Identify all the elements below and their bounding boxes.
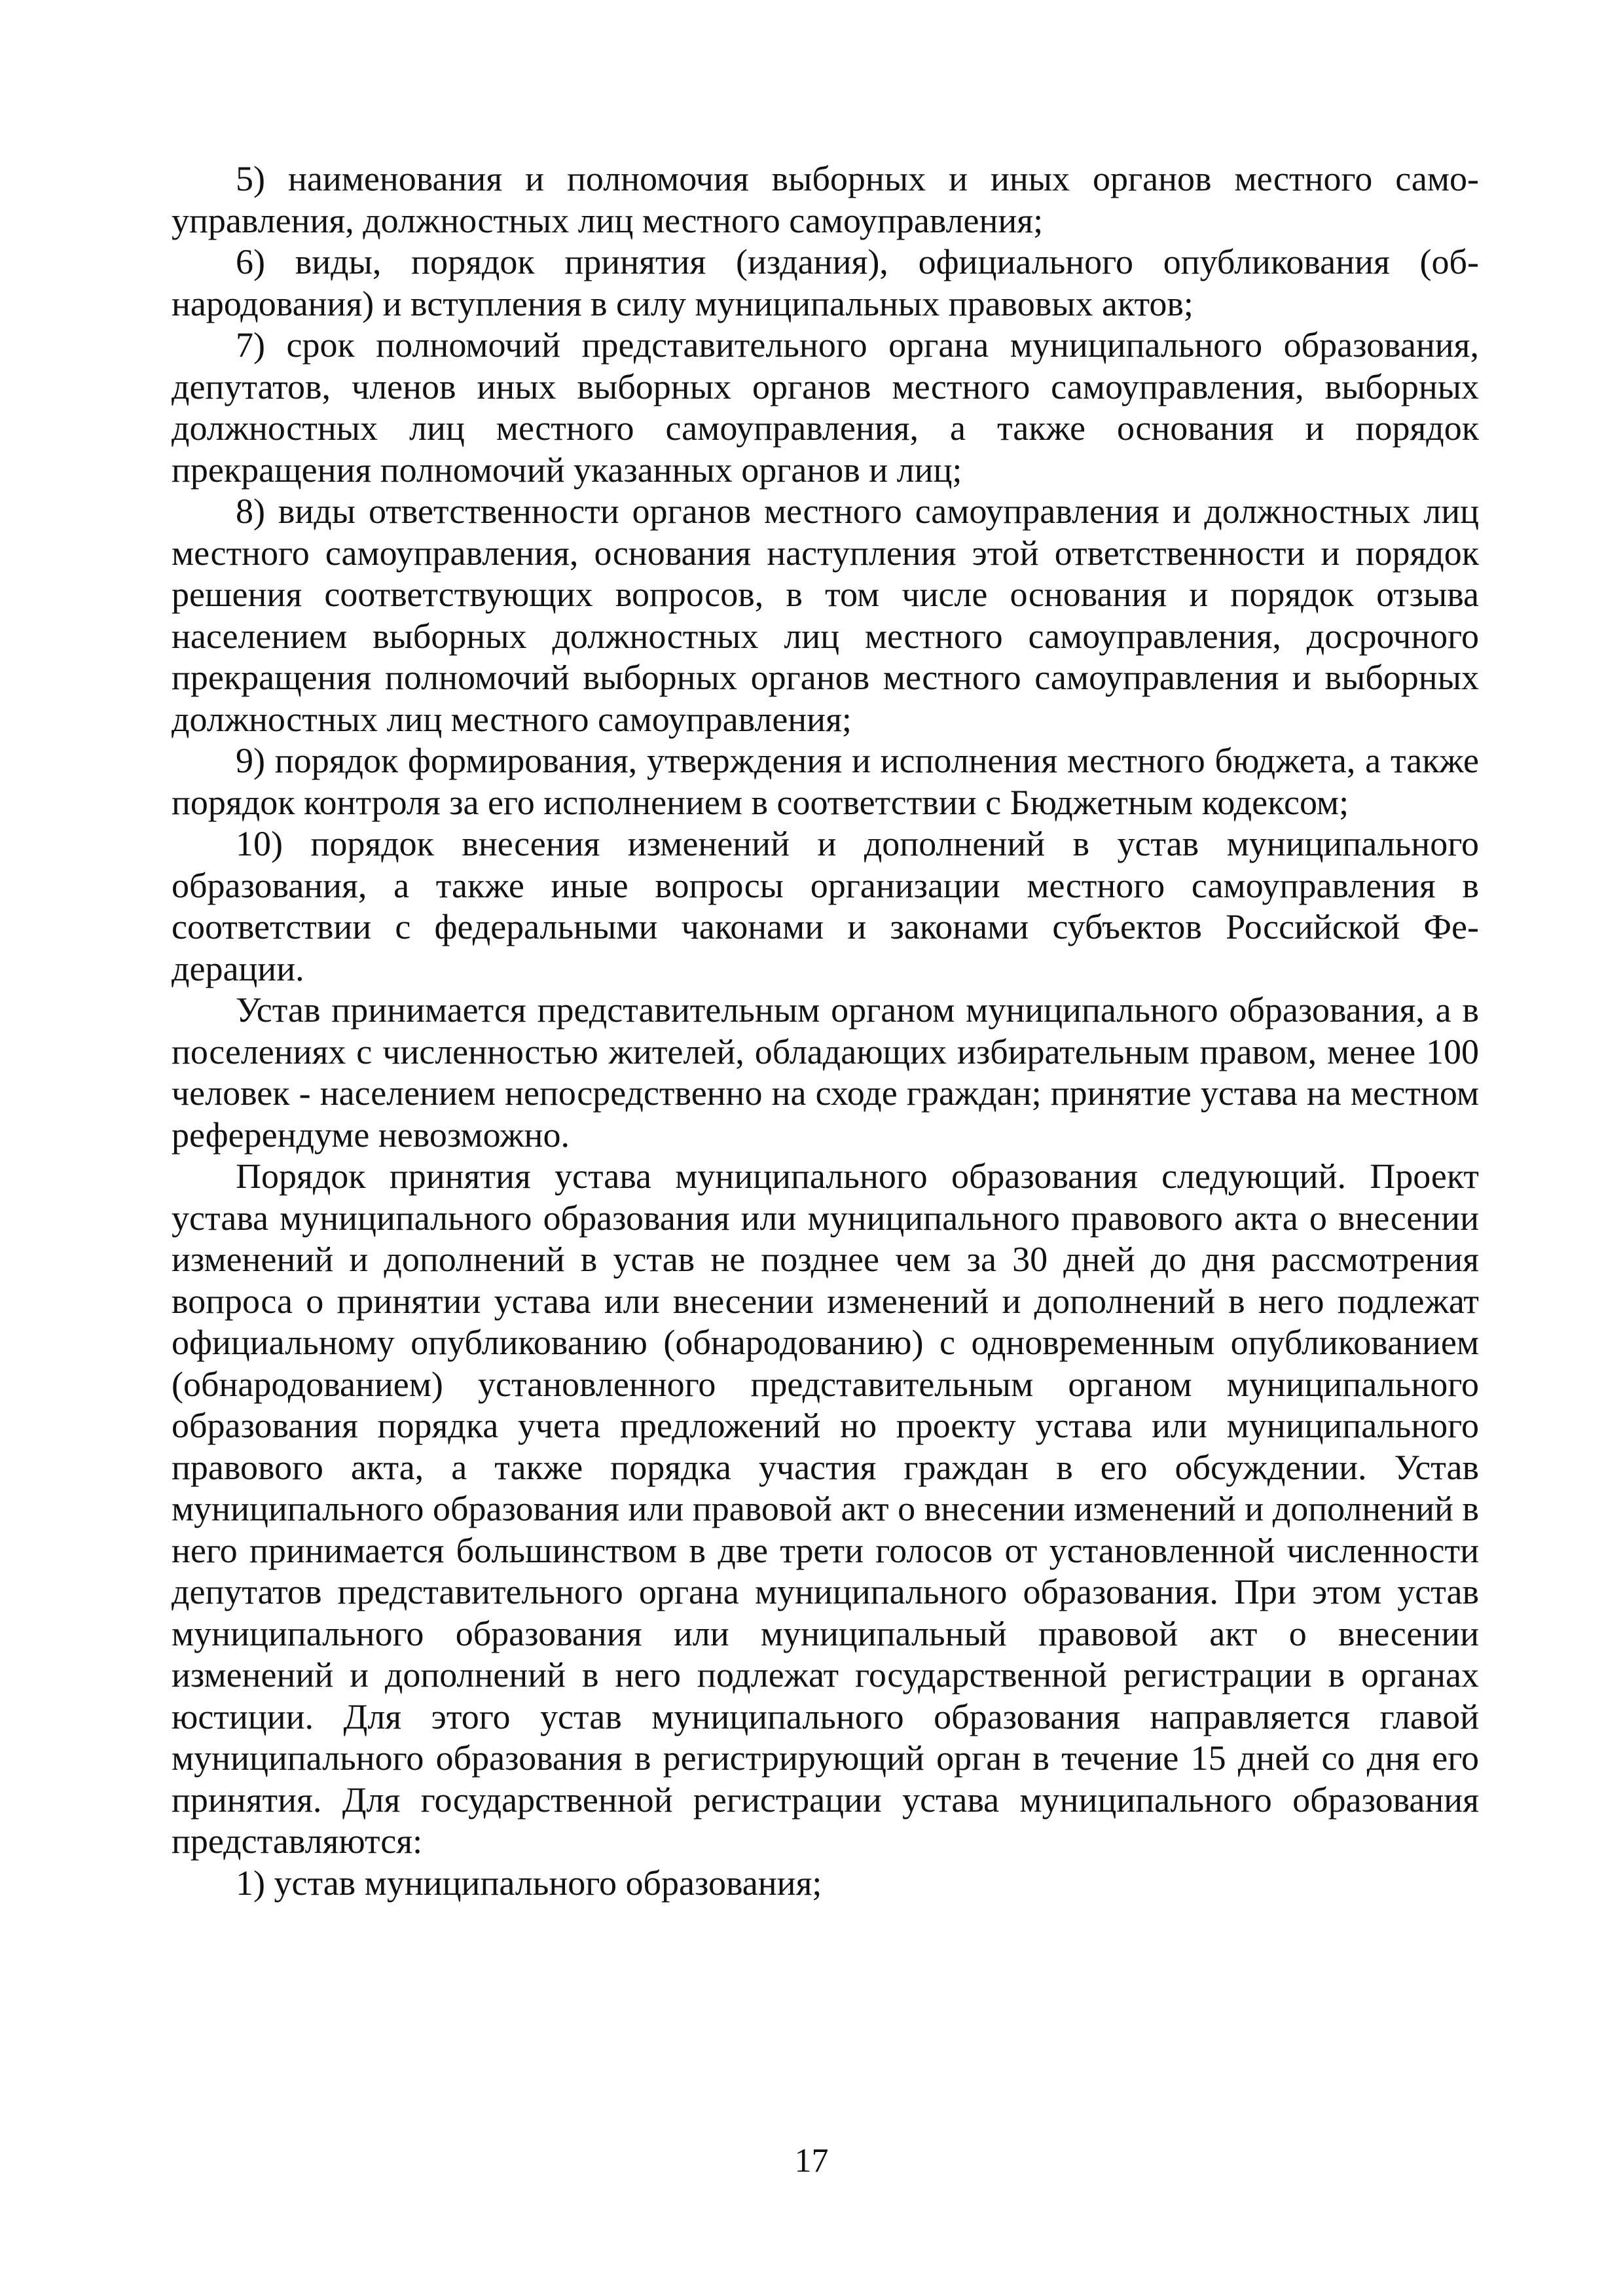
paragraph-item-9: 9) порядок формирования, утверждения и исполнения местного бюджета, а также порядок контроля за его исполнением в соответствии с Бюджетным кодексом; [172,741,1479,822]
paragraph-item-6: 6) виды, порядок принятия (издания), официального опубликования (обнародования) и вступления в силу муниципальных правовых актов; [172,242,1479,323]
paragraph-item-10: 10) порядок внесения изменений и дополнений в устав муниципального образования, а также иные вопросы организации местного самоуправления в соответствии с федеральными чаконами и законами субъектов Российской Федерации. [172,824,1479,988]
paragraph-list-item-1: 1) устав муниципального образования; [236,1863,822,1903]
paragraph-item-7: 7) срок полномочий представительного органа муниципального образования, депутатов, членов иных выборных органов местного самоуправления, выборных должностных лиц местного самоуправления, а также основания и порядок прекращения полномочий указанных органов и лиц; [172,325,1479,490]
paragraph-charter-procedure: Порядок принятия устава муниципального образования следующий. Проект устава муниципального образования или муниципального правового акта о внесении изменений и дополнений в устав не позднее чем за 30 дней до дня рассмотрения вопроса о принятии устава или внесении изменений и дополнений в него подлежат официальному опубликованию (обнародованию) с одновременным опубликованием (обнародованием) установленного представительным органом муниципального образования порядка учета предложений но проекту устава или муниципального правового акта, а также порядка участия граждан в его обсуждении. Устав муниципального образования или правовой акт о внесении изменений и дополнений в него принимается большинством в две трети голосов от установленной численности депутатов представительного органа муниципального образования. При этом устав муниципального образования или муниципальный правовой акт о внесении изменений и дополнений в него подлежат государственной регистрации в органах юстиции. Для этого устав муниципального образования направляется главой муниципального образования в регистрирующий орган в течение 15 дней со дня его принятия. Для государственной регистрации устава муниципального образования представляются: [172,1157,1479,1861]
paragraph-charter-adoption: Устав принимается представительным органом муниципального образования, а в поселениях с численностью жителей, обладающих избирательным правом, менее 100 человек - населением непосредственно на сходе граждан; принятие устава на местном референдуме невозможно. [172,990,1479,1155]
paragraph-item-5: 5) наименования и полномочия выборных и иных органов местного самоуправления, должностных лиц местного самоуправления; [172,159,1479,240]
paragraph-item-8: 8) виды ответственности органов местного самоуправления и должностных лиц местного самоуправления, основания наступления этой ответственности и порядок решения соответствующих вопросов, в том числе основания и порядок отзыва населением выборных должностных лиц местного самоуправления, досрочного прекращения полномочий выборных органов местного самоуправления и выборных должностных лиц местного самоуправления; [172,492,1479,739]
page-number: 17 [794,2142,829,2179]
document-body [172,158,1479,1904]
